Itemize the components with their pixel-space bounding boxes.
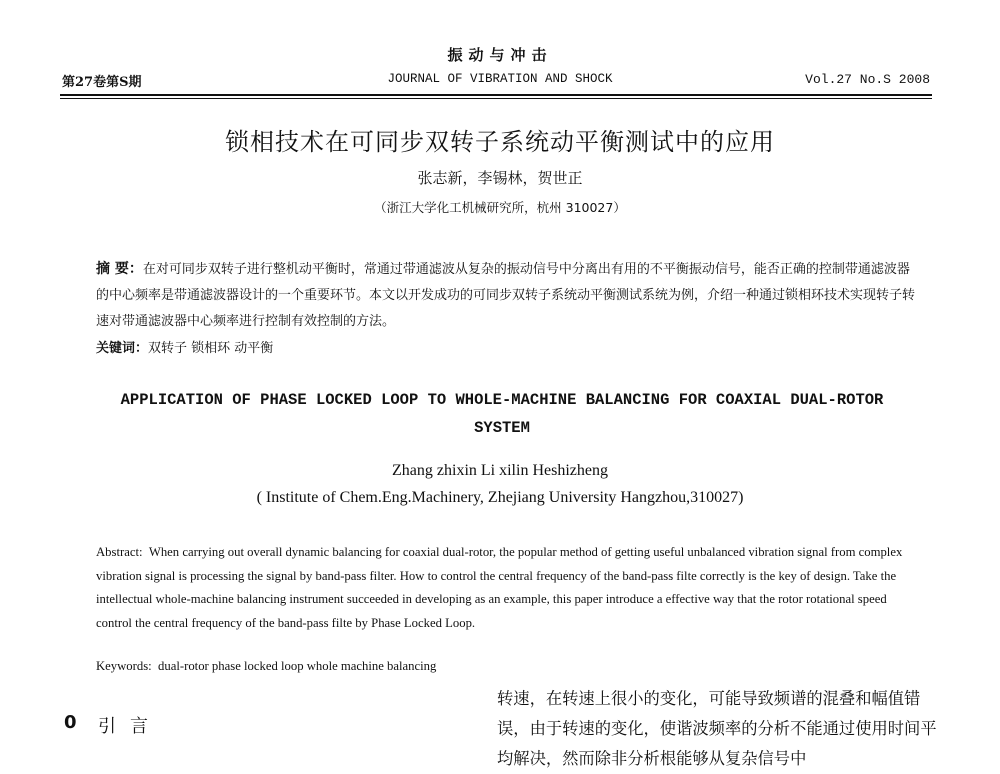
affiliation-cn: （浙江大学化工机械研究所，杭州 310027） — [374, 200, 626, 215]
keywords-cn-text: 双转子 锁相环 动平衡 — [148, 341, 274, 356]
issue-label: 第27卷第S期 — [62, 75, 142, 90]
paper-title-cn: 锁相技术在可同步双转子系统动平衡测试中的应用 — [225, 128, 775, 156]
keywords-en-label: Keywords: — [96, 659, 152, 673]
abstract-en — [96, 541, 916, 635]
header-rule-thin — [60, 98, 932, 99]
keywords-en — [96, 659, 436, 674]
abstract-cn-text: 在对可同步双转子进行整机动平衡时，常通过带通滤波从复杂的振动信号中分离出有用的不平衡振动信号，能否正确的控制带通滤波器的中心频率是带通滤波器设计的一个重要环节。本文以开发成功的可同步双转子系统动平衡测试系统为例，介绍一种通过锁相环技术实现转子转速对带通滤波器中心频率进行控制有效控制的方法。 — [96, 262, 916, 329]
abstract-cn — [96, 256, 916, 335]
section-number: 0 — [64, 712, 77, 733]
paper-title-en: APPLICATION OF PHASE LOCKED LOOP TO WHOLE-MACHINE BALANCING FOR COAXIAL DUAL-ROTOR SYSTEM — [120, 391, 884, 437]
journal-title-cn: 振动与冲击 — [447, 46, 553, 64]
authors-en: Zhang zhixin Li xilin Heshizheng — [392, 462, 608, 479]
keywords-cn-label: 关键词： — [96, 341, 149, 356]
volume-label: Vol.27 No.S 2008 — [805, 72, 930, 87]
section-title: 引言 — [98, 716, 162, 737]
keywords-cn — [96, 337, 273, 356]
keywords-en-text: dual-rotor phase locked loop whole machine balancing — [158, 659, 437, 673]
abstract-en-text: When carrying out overall dynamic balancing for coaxial dual-rotor, the popular method of getting useful unbalanced vibration signal from complex vibration signal is processing the signal by band-pass filter. How to control the central frequency of the band-pass filte correctly is the key of design. Take the intellectual whole-machine balancing instrument succeeded in developing as an example, this paper introduce a effective way that the rotor rotational speed control the central frequency of the band-pass filte by Phase Locked Loop. — [96, 545, 903, 630]
header-rule-thick — [60, 94, 932, 96]
affiliation-en: ( Institute of Chem.Eng.Machinery, Zhejiang University Hangzhou,310027) — [256, 489, 744, 506]
authors-cn: 张志新，李锡林，贺世正 — [417, 169, 583, 187]
journal-title-en: JOURNAL OF VIBRATION AND SHOCK — [387, 72, 613, 86]
abstract-en-label: Abstract: — [96, 545, 143, 559]
body-text-right-column: 转速，在转速上很小的变化，可能导致频谱的混叠和幅值错误，由于转速的变化，使谐波频率的分析不能通过使用时间平均解决，然而除非分析根能够从复杂信号中 — [497, 689, 937, 768]
abstract-cn-label: 摘 要： — [96, 261, 143, 277]
